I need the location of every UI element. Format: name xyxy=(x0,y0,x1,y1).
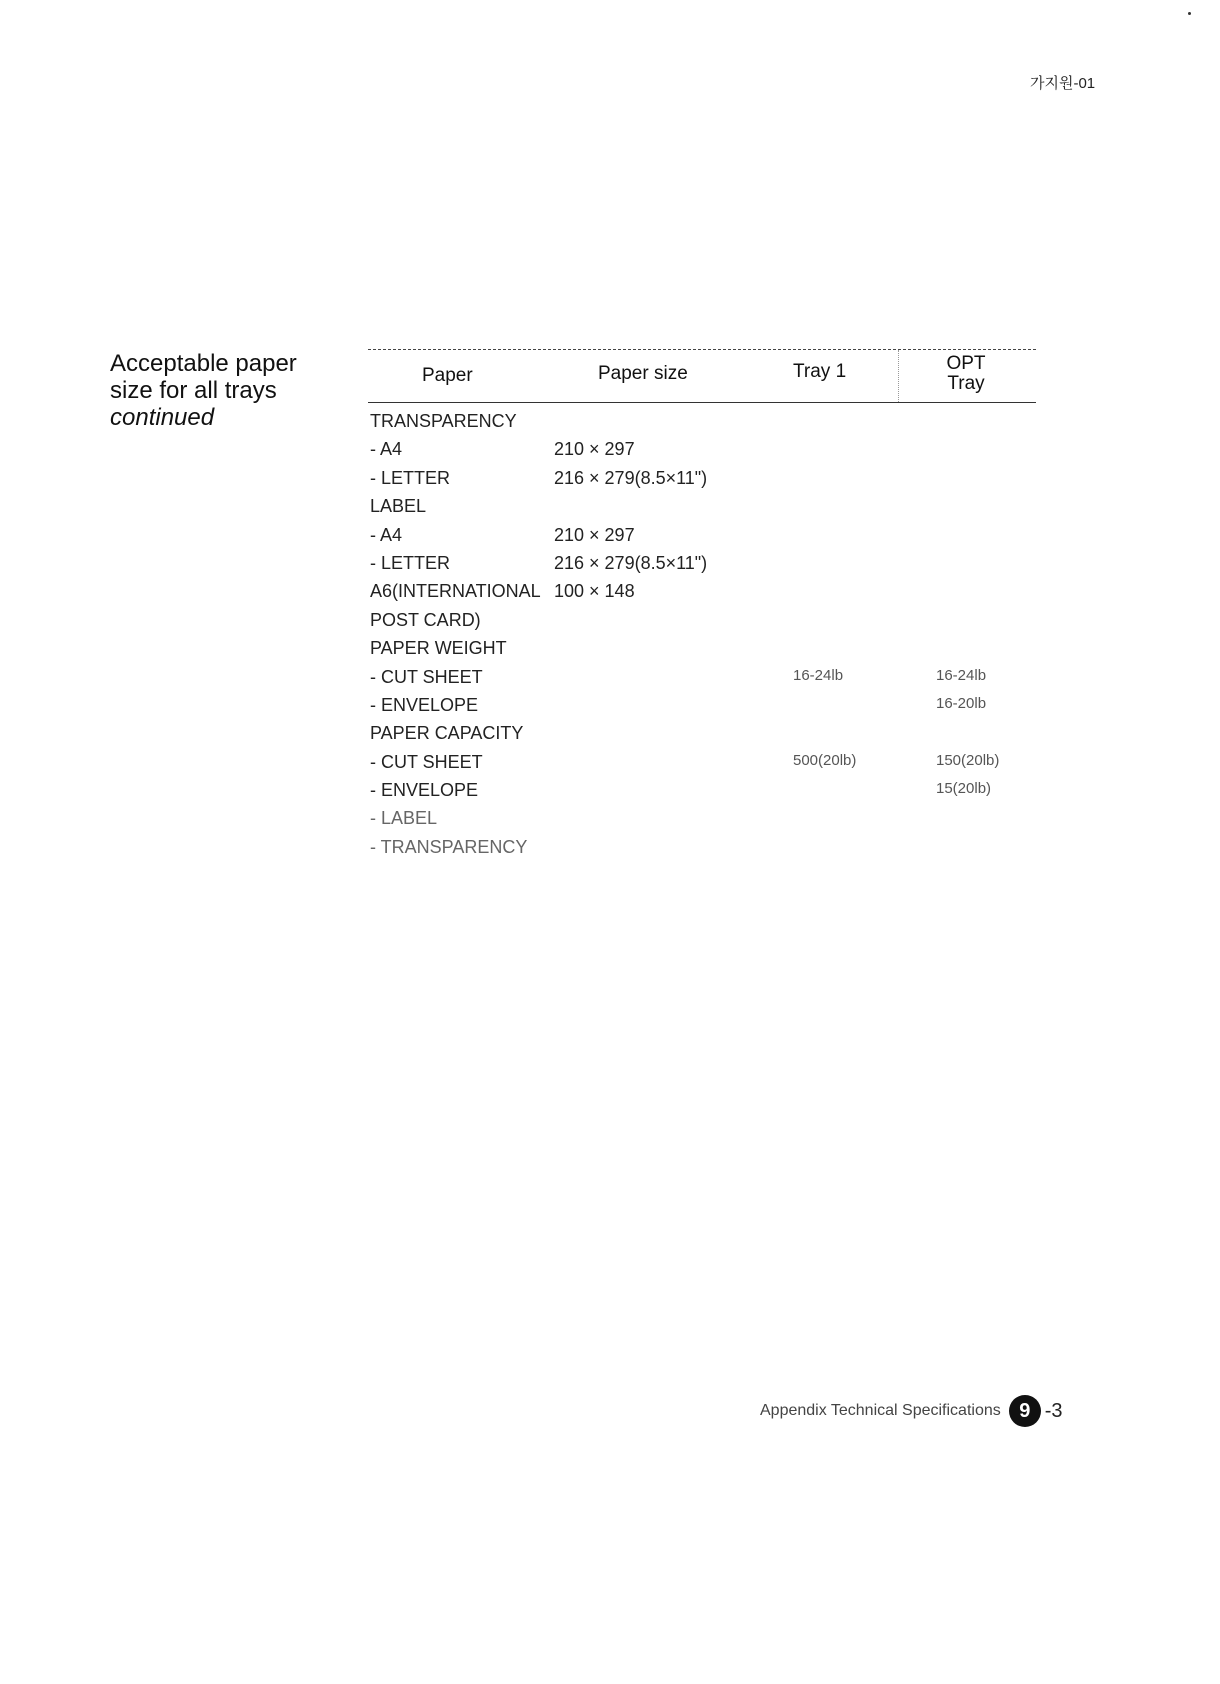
table-row xyxy=(370,752,1030,780)
cell-opt: 16-24lb xyxy=(936,666,987,684)
cell-paper: - A4 xyxy=(370,524,403,545)
cell-paper: - ENVELOPE xyxy=(370,694,479,715)
cell-paper: - A4 xyxy=(370,439,403,460)
cell-tray1: 16-24lb xyxy=(793,666,844,684)
cell-size: 216 × 279(8.5×11") xyxy=(554,467,708,488)
table-row xyxy=(370,525,1030,553)
header-paper-size: Paper size xyxy=(598,363,688,384)
cell-opt: 150(20lb) xyxy=(936,751,1000,769)
cell-paper: - CUT SHEET xyxy=(370,666,483,687)
table-row xyxy=(370,581,1030,609)
table-top-rule xyxy=(368,349,1036,350)
document-code: 가지원-01 xyxy=(1030,75,1096,92)
cell-paper: TRANSPARENCY xyxy=(370,411,517,431)
table-row xyxy=(370,553,1030,581)
cell-tray1: 500(20lb) xyxy=(793,751,857,769)
table-body xyxy=(370,411,1030,865)
table-row xyxy=(370,723,1030,751)
table-row xyxy=(370,638,1030,666)
cell-paper: PAPER CAPACITY xyxy=(370,723,524,744)
page-footer xyxy=(760,1395,1063,1427)
table-row xyxy=(370,780,1030,808)
cell-opt: 16-20lb xyxy=(936,694,987,712)
cell-paper: - ENVELOPE xyxy=(370,780,479,801)
cell-paper: - CUT SHEET xyxy=(370,751,483,772)
cell-paper: - LABEL xyxy=(370,808,438,829)
table-row xyxy=(370,837,1030,865)
header-tray-1: Tray 1 xyxy=(793,361,847,382)
cell-paper: PAPER WEIGHT xyxy=(370,638,507,659)
table-row xyxy=(370,468,1030,496)
page-number: -3 xyxy=(1044,1399,1063,1422)
side-heading-line-2: size for all trays xyxy=(110,377,277,404)
cell-paper: - LETTER xyxy=(370,467,451,488)
header-opt-line-2: Tray xyxy=(947,373,985,394)
table-row xyxy=(370,695,1030,723)
table-row xyxy=(370,610,1030,638)
footer-section-title: Appendix Technical Specifications xyxy=(760,1402,1001,1419)
chapter-badge: 9 xyxy=(1009,1395,1041,1427)
table-header-rule xyxy=(368,402,1036,403)
header-opt-tray xyxy=(944,354,988,394)
side-heading xyxy=(110,350,297,431)
header-opt-line-1: OPT xyxy=(946,353,986,374)
header-column-divider xyxy=(898,350,899,402)
header-paper: Paper xyxy=(422,365,473,386)
side-heading-line-1: Acceptable paper xyxy=(110,350,297,377)
table-row xyxy=(370,667,1030,695)
corner-speck xyxy=(1188,12,1191,15)
table-row xyxy=(370,439,1030,467)
cell-paper: - TRANSPARENCY xyxy=(370,836,528,857)
cell-size: 210 × 297 xyxy=(554,439,635,460)
cell-paper: POST CARD) xyxy=(370,609,481,630)
table-row xyxy=(370,496,1030,524)
table-row xyxy=(370,808,1030,836)
cell-paper: LABEL xyxy=(370,496,427,517)
cell-opt: 15(20lb) xyxy=(936,780,992,798)
cell-size: 216 × 279(8.5×11") xyxy=(554,552,708,573)
cell-paper: A6(INTERNATIONAL xyxy=(370,581,541,602)
cell-size: 210 × 297 xyxy=(554,524,635,545)
table-row xyxy=(370,411,1030,439)
cell-paper: - LETTER xyxy=(370,552,451,573)
side-heading-continued: continued xyxy=(110,404,215,431)
cell-size: 100 × 148 xyxy=(554,581,635,602)
